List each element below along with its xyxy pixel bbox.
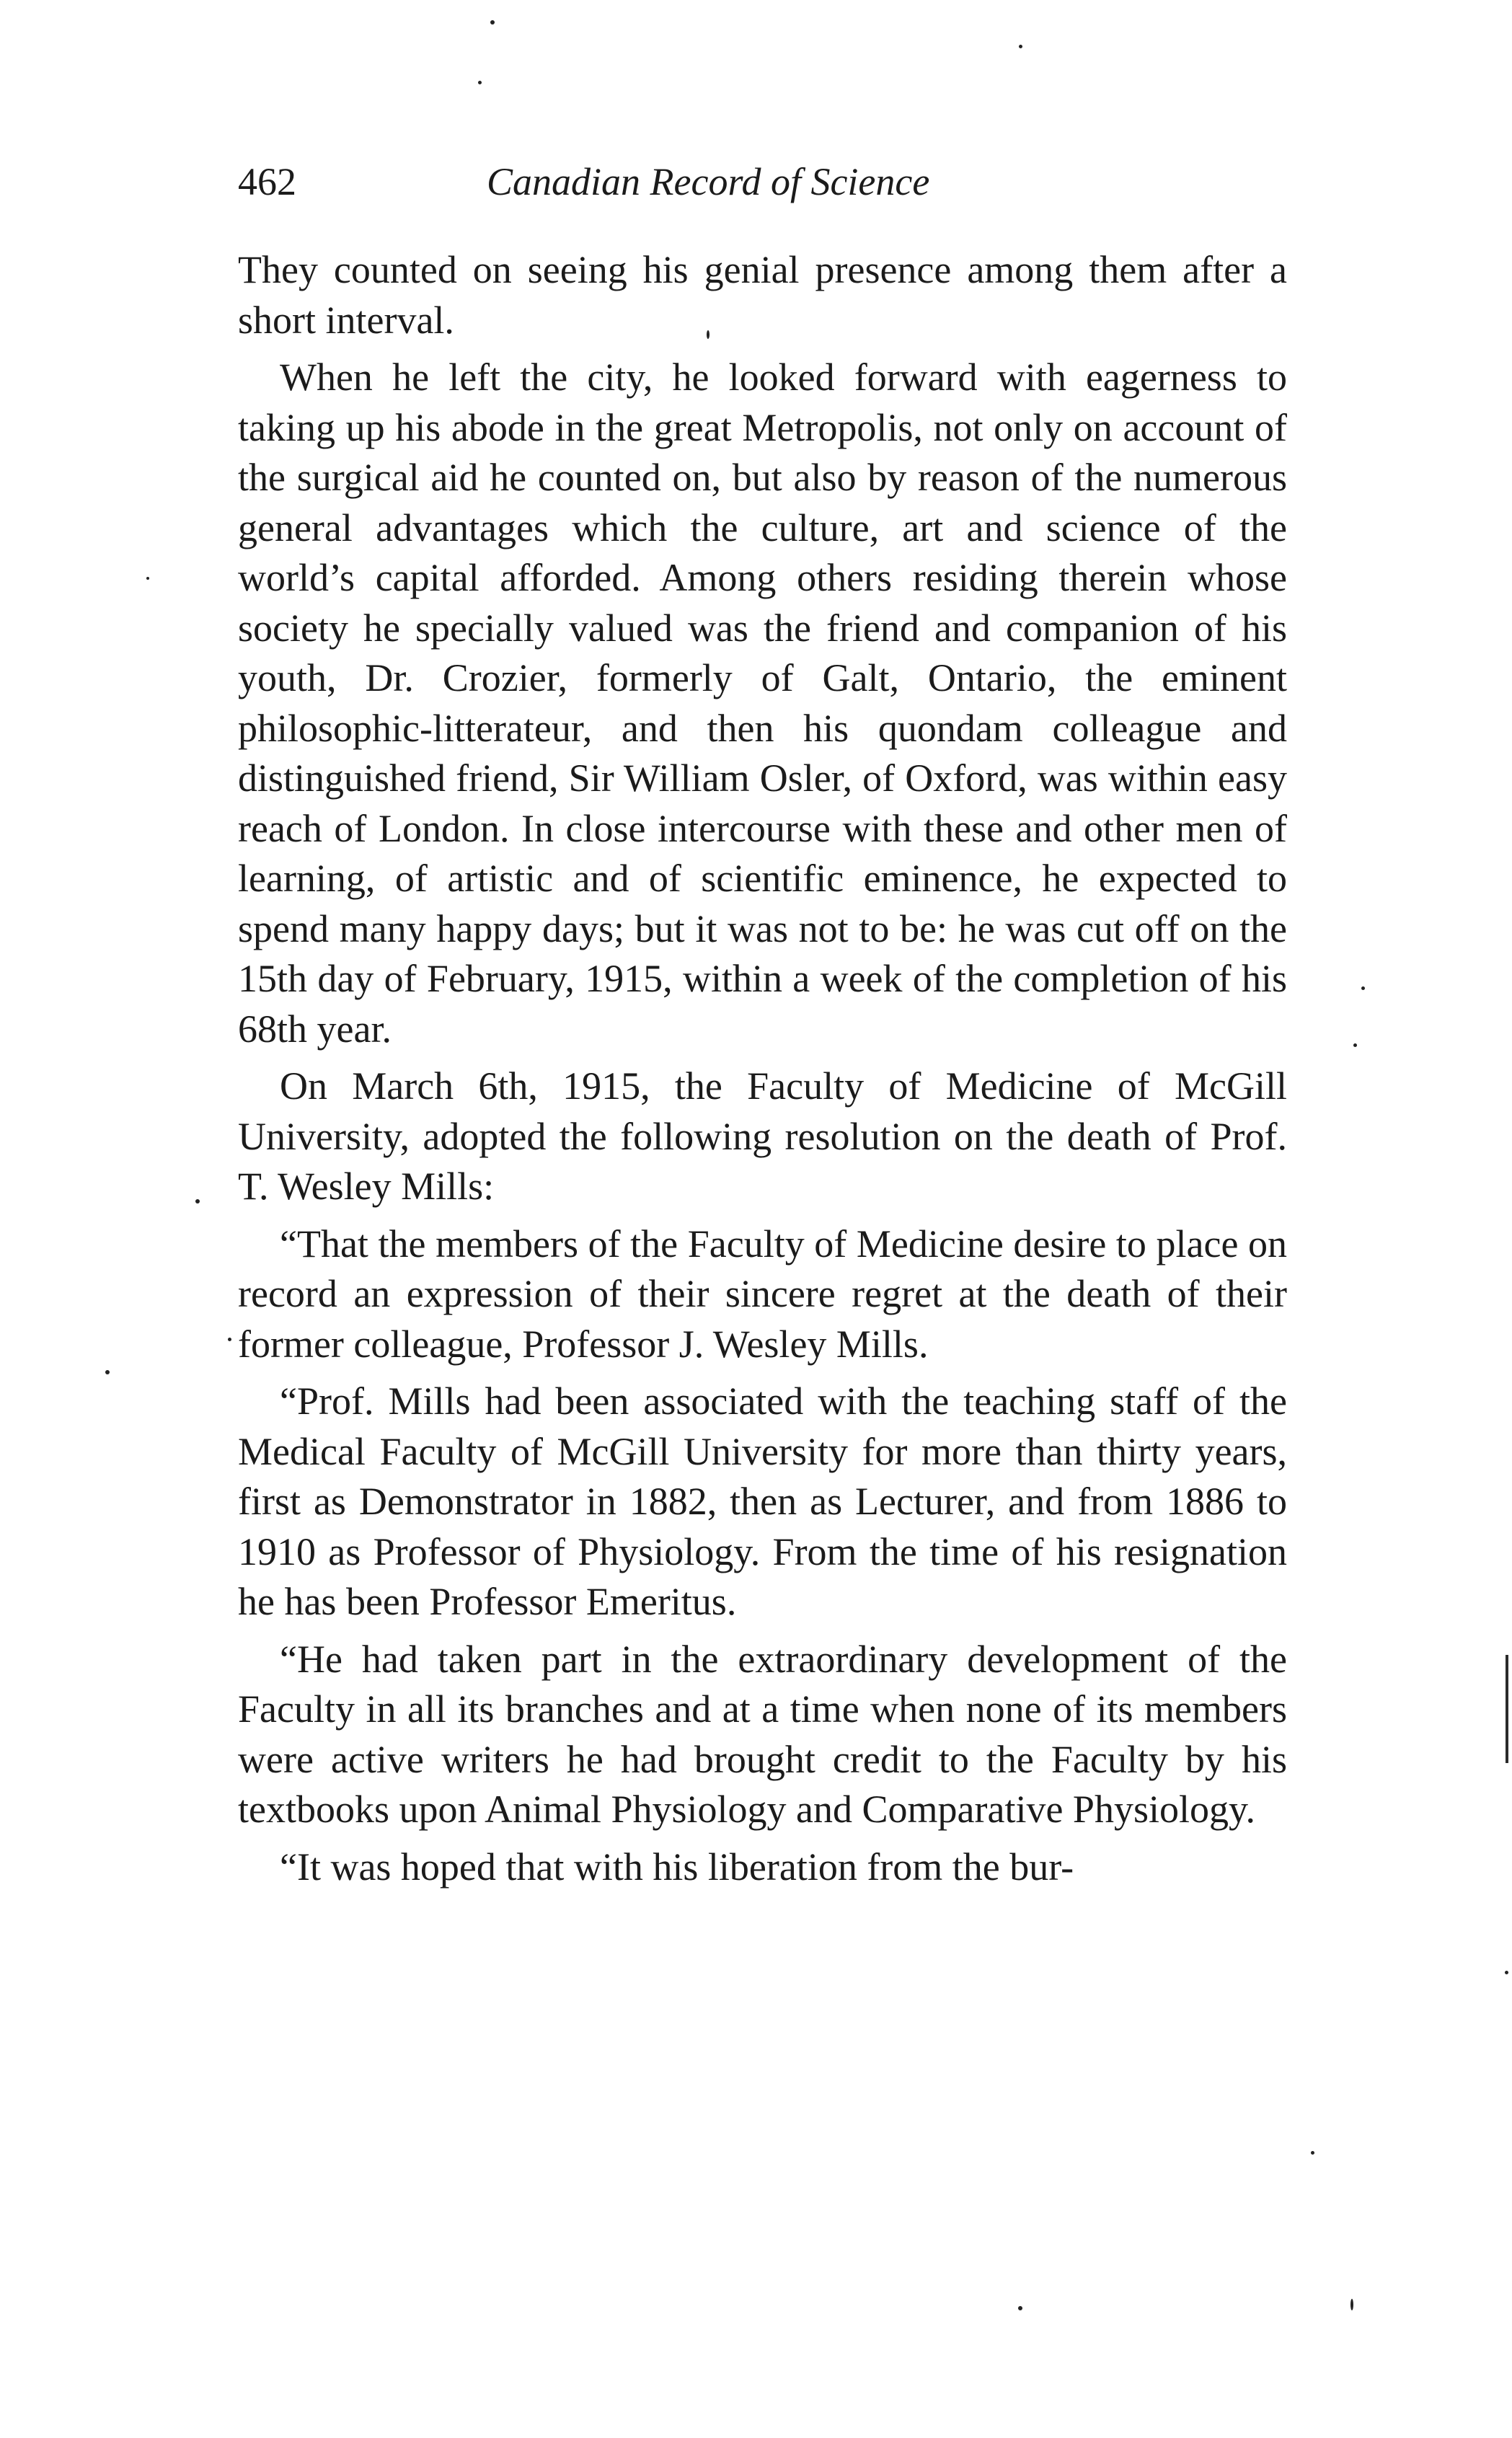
scan-speck: [195, 1199, 200, 1203]
paragraph: On March 6th, 1915, the Faculty of Medicine of McGill University, adopted the following resolution on the death of Prof. T. Wesley Mills:: [238, 1064, 1287, 1208]
scan-speck: [478, 81, 482, 84]
page-number: 462: [238, 160, 296, 203]
body-text: [238, 245, 1287, 1899]
scan-speck: [228, 1338, 231, 1341]
scan-speck: [146, 577, 149, 580]
scan-speck: [1361, 986, 1365, 990]
paragraph: They counted on seeing his genial presence among them after a short interval.: [238, 248, 1287, 342]
scan-speck: [1018, 2306, 1022, 2310]
page-header: [238, 153, 1283, 211]
paragraph: “Prof. Mills had been associated with the teaching staff of the Medical Faculty of McGill University for more than thirty years, first as Demonstrator in 1882, then as Lecturer, and from 1886 to 1910 as Professor of Physiology. From the time of his resignation he has been Professor Emeritus.: [238, 1379, 1287, 1623]
scan-speck: [1350, 2299, 1353, 2310]
paragraph: “It was hoped that with his liberation from the bur-: [280, 1845, 1074, 1889]
scan-speck: [490, 20, 495, 25]
scan-speck: [1019, 45, 1022, 48]
scan-speck: [1311, 2151, 1314, 2155]
paragraph: “That the members of the Faculty of Medicine desire to place on record an expression of their sincere regret at the death of their former colleague, Professor J. Wesley Mills.: [238, 1222, 1287, 1366]
scan-speck: [105, 1370, 110, 1374]
running-title: Canadian Record of Science: [487, 160, 930, 203]
paragraph: When he left the city, he looked forward with eagerness to taking up his abode in the great Metropolis, not only on account of the surgical aid he counted on, but also by reason of the numerous general advantages which the culture, art and science of the world’s capital afforded. Among others residing therein whose society he specially valued was the friend and companion of his youth, Dr. Crozier, formerly of Galt, Ontario, the eminent philosophic-litterateur, and then his quondam colleague and distinguished friend, Sir William Osler, of Oxford, was within easy reach of London. In close intercourse with these and other men of learning, of artistic and of scientific eminence, he expected to spend many happy days; but it was not to be: he was cut off on the 15th day of February, 1915, within a week of the completion of his 68th year.: [238, 355, 1287, 1051]
paragraph: “He had taken part in the extraordinary development of the Faculty in all its branches and at a time when none of its members were active writers he had brought credit to the Faculty by his textbooks upon Animal Physiology and Comparative Physiology.: [238, 1637, 1287, 1831]
scan-speck: [1353, 1043, 1357, 1047]
scan-edge-mark: [1506, 1655, 1508, 1763]
scan-speck: [1505, 1971, 1508, 1974]
scan-speck: [707, 330, 709, 339]
